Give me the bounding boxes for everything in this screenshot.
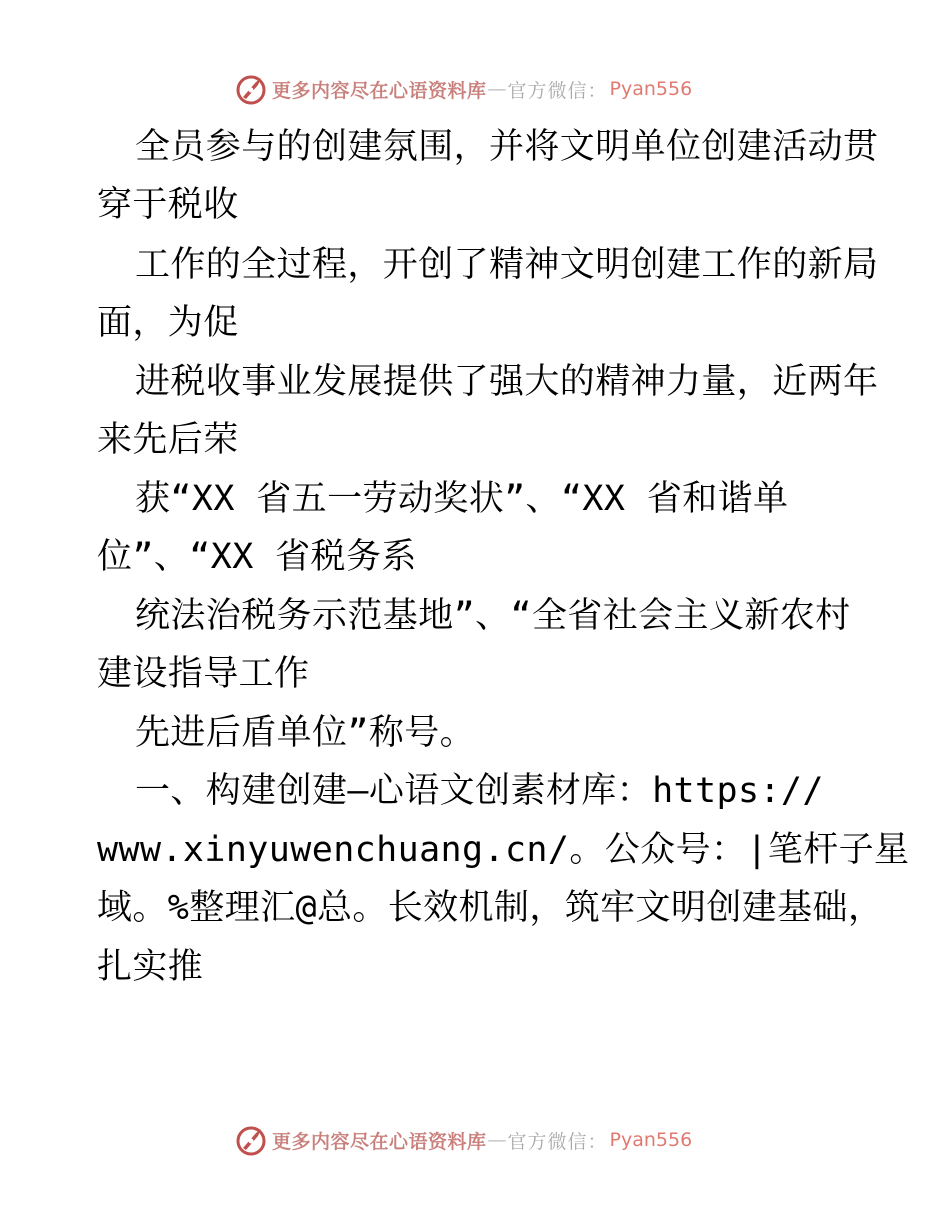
- watermark-id: Pyan556: [609, 1129, 693, 1151]
- watermark-brand: 更多内容尽在心语资料库: [272, 1130, 487, 1153]
- footer-watermark: [234, 1123, 692, 1157]
- text-line: 先进后盾单位”称号。: [135, 713, 476, 753]
- watermark-label: 官方微信：: [507, 79, 608, 102]
- text-line: 面，为促: [97, 303, 239, 343]
- text-line: 一、构建创建—心语文创素材库：https://: [135, 771, 824, 811]
- watermark-id: Pyan556: [609, 78, 693, 100]
- text-line: 来先后荣: [97, 420, 239, 460]
- text-line: 域。%整理汇@总。长效机制，筑牢文明创建基础，: [97, 888, 884, 928]
- pen-nib-logo-icon: [234, 72, 268, 106]
- text-line: www.xinyuwenchuang.cn/。公众号：|笔杆子星: [97, 830, 910, 870]
- text-line: 进税收事业发展提供了强大的精神力量，近两年: [135, 362, 879, 402]
- watermark-dash: —: [487, 1129, 507, 1151]
- text-line: 统法治税务示范基地”、“全省社会主义新农村: [135, 596, 851, 636]
- text-line: 穿于税收: [97, 185, 239, 225]
- watermark-label: 官方微信：: [507, 1130, 608, 1153]
- text-line: 位”、“XX 省税务系: [97, 537, 417, 577]
- watermark-dash: —: [487, 78, 507, 100]
- text-line: 工作的全过程，开创了精神文明创建工作的新局: [135, 245, 879, 285]
- pen-nib-logo-icon: [234, 1123, 268, 1157]
- text-line: 建设指导工作: [97, 654, 310, 694]
- watermark-brand: 更多内容尽在心语资料库: [272, 79, 487, 102]
- text-line: 全员参与的创建氛围，并将文明单位创建活动贯: [135, 127, 879, 167]
- text-line: 扎实推: [97, 947, 204, 987]
- text-line: 获“XX 省五一劳动奖状”、“XX 省和谐单: [135, 479, 789, 519]
- header-watermark: [234, 72, 692, 106]
